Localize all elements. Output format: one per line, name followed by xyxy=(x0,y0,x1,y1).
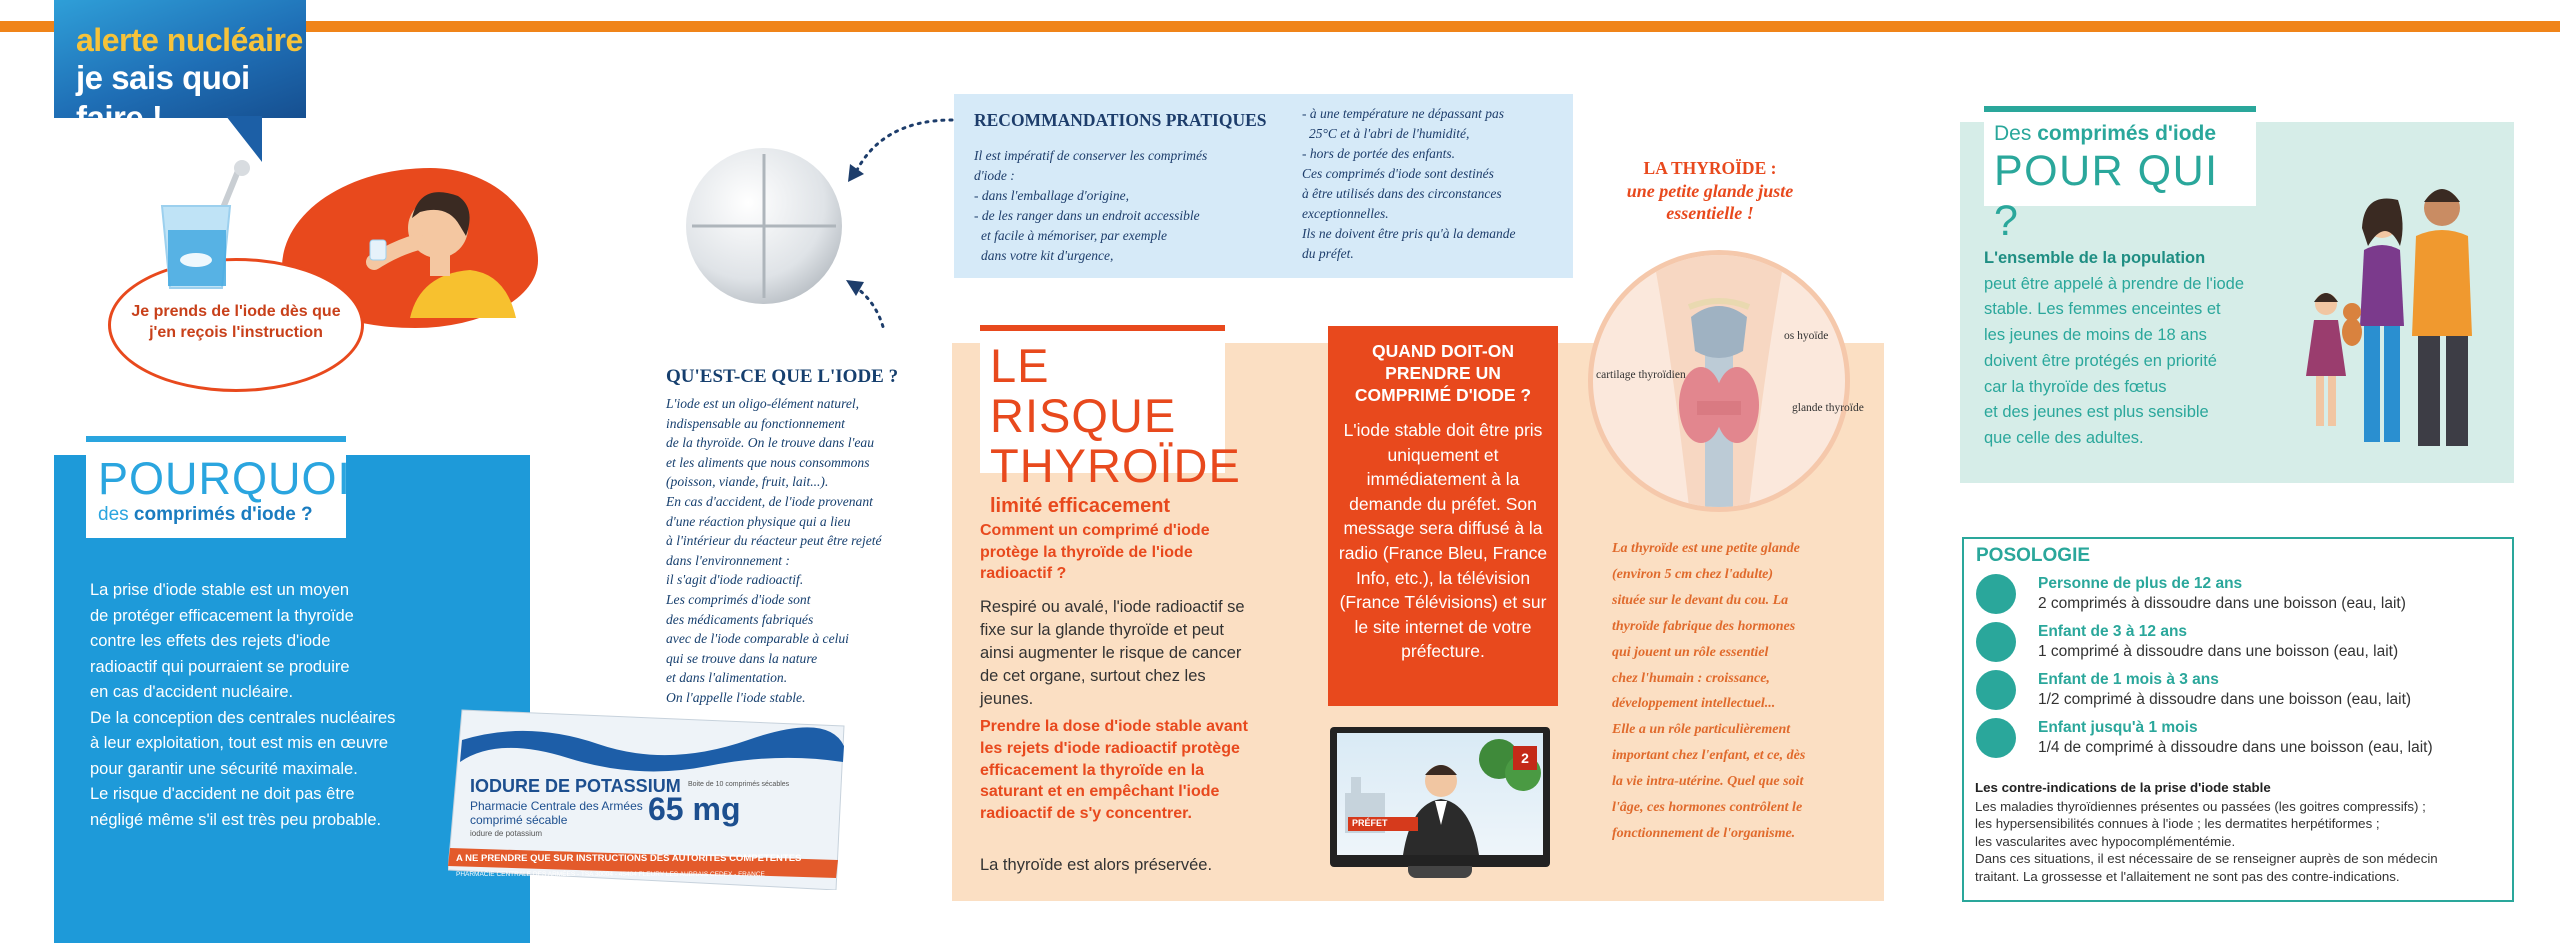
posologie-item-baby-text xyxy=(2038,719,2433,757)
box-sub: iodure de potassium xyxy=(470,829,543,838)
qci-title: QU'EST-CE QUE L'IODE ? xyxy=(666,366,899,387)
reco-line: - hors de portée des enfants. xyxy=(1302,146,1455,161)
qci-line: de la thyroïde. On le trouve dans l'eau xyxy=(666,435,875,451)
qci-line: qui se trouve dans la nature xyxy=(666,650,818,666)
reco-line: - à une température ne dépassant pas xyxy=(1302,106,1504,121)
thyroide-line: thyroïde fabrique des hormones xyxy=(1612,618,1796,634)
posologie-dose: 1/2 comprimé à dissoudre dans une boisson (eau, lait) xyxy=(2038,691,2412,708)
pourqui-line: et des jeunes est plus sensible xyxy=(1984,403,2209,422)
thyroide-line: située sur le devant du cou. La xyxy=(1612,592,1789,608)
qci-line: avec de l'iode comparable à celui xyxy=(666,631,849,647)
child-icon xyxy=(1976,622,2016,662)
reco-line: - de les ranger dans un endroit accessible xyxy=(974,208,1200,223)
posologie-item-child xyxy=(1976,622,2016,662)
thyroide-label-glande: glande thyroïde xyxy=(1792,402,1864,414)
pourquoi-subtitle-prefix: des xyxy=(98,504,134,525)
pourqui-subtitle-bold: comprimés d'iode xyxy=(2037,122,2217,145)
toddler-icon xyxy=(1976,670,2016,710)
pourqui-lead: L'ensemble de la population xyxy=(1984,249,2206,267)
quand-box xyxy=(1328,326,1558,706)
pourqui-title: POUR QUI ? xyxy=(1994,147,2219,245)
ci-line: traitant. La grossesse et l'allaitement ne sont pas des contre-indications. xyxy=(1975,868,2400,884)
man-drinking-illustration xyxy=(320,178,520,328)
medicine-box-illustration xyxy=(448,700,848,890)
thyroide-line: développement intellectuel... xyxy=(1612,696,1776,712)
thyroide-line: qui jouent un rôle essentiel xyxy=(1612,644,1769,660)
qci-line: et les aliments que nous consommons xyxy=(666,454,870,470)
qci-line: et dans l'alimentation. xyxy=(666,670,788,686)
logo-banner xyxy=(54,0,306,136)
box-dose: 65 mg xyxy=(648,791,741,827)
qci-line: des médicaments fabriqués xyxy=(666,611,814,627)
posologie-dose: 1/4 de comprimé à dissoudre dans une boisson (eau, lait) xyxy=(2038,739,2433,756)
qci-text xyxy=(666,394,936,708)
pourquoi-text xyxy=(90,578,430,833)
posologie-item-adult-text xyxy=(2038,575,2406,613)
posologie-title: POSOLOGIE xyxy=(1976,545,2091,566)
pourqui-subtitle-prefix: Des xyxy=(1994,122,2038,145)
ci-line: Dans ces situations, il est nécessaire de se renseigner auprès de son médecin xyxy=(1975,851,2438,867)
reco-line: exceptionnelles. xyxy=(1302,206,1389,221)
thyroide-line: l'âge, ces hormones contrôlent le xyxy=(1612,800,1803,816)
risque-subtitle: limité efficacement xyxy=(990,495,1171,517)
qci-line: d'une réaction physique qui a lieu xyxy=(666,513,851,529)
qci-line: Les comprimés d'iode sont xyxy=(666,591,811,607)
reco-line: Ces comprimés d'iode sont destinés xyxy=(1302,166,1494,181)
thyroide-line: la vie intra-utérine. Quel que soit xyxy=(1612,774,1804,790)
tv-banner: PRÉFET xyxy=(1348,817,1418,831)
thyroide-label-cartilage xyxy=(1596,368,1686,382)
logo-tail xyxy=(226,116,262,162)
pourquoi-line: pour garantir une sécurité maximale. xyxy=(90,759,358,778)
ci-line: les vascularites avec hypocomplémentémie. xyxy=(1975,833,2236,849)
thyroide-label-os: os hyoïde xyxy=(1784,330,1829,342)
reco-line: du préfet. xyxy=(1302,246,1354,261)
reco-line: Ils ne doivent être pris qu'à la demande xyxy=(1302,226,1516,241)
risque-question: Comment un comprimé d'iode protège la thyroïde de l'iode radioactif ? xyxy=(980,522,1210,582)
thyroide-title: LA THYROÏDE : xyxy=(1643,158,1777,178)
baby-icon xyxy=(1976,718,2016,758)
pourqui-text xyxy=(1984,246,2284,452)
reco-line: Il est impératif de conserver les comprimés xyxy=(974,148,1208,163)
risque-paragraph-2: Prendre la dose d'iode stable avant les rejets d'iode radioactif protège efficacement la thyroïde en la saturant et en empêchant l'iode radioactif de s'y concentrer. xyxy=(980,718,1248,823)
pourqui-line: doivent être protégés en priorité xyxy=(1984,351,2217,370)
quand-title: QUAND DOIT-ON PRENDRE UN COMPRIMÉ D'IODE ? xyxy=(1354,341,1532,405)
qci-line: On l'appelle l'iode stable. xyxy=(666,689,806,705)
thyroide-line: important chez l'enfant, et ce, dès xyxy=(1612,748,1806,764)
top-accent-bar xyxy=(0,21,2560,32)
qci-line: dans l'environnement : xyxy=(666,552,790,568)
risque-title-1: LE RISQUE xyxy=(990,339,1177,442)
posologie-item-toddler-text xyxy=(2038,671,2411,709)
qci-line: (poisson, viande, fruit, lait...). xyxy=(666,474,829,490)
pourqui-line: les jeunes de moins de 18 ans xyxy=(1984,326,2207,345)
ci-line: les hypersensibilités connues à l'iode ; les dermatites herpétiformes ; xyxy=(1975,816,2380,832)
reco-line: et facile à mémoriser, par exemple xyxy=(981,228,1167,243)
thyroide-line: chez l'humain : croissance, xyxy=(1612,670,1770,686)
dotted-arrows xyxy=(840,90,960,330)
recommandations-col1 xyxy=(974,146,1242,266)
box-product: IODURE DE POTASSIUM xyxy=(470,776,681,796)
risque-heading-card xyxy=(980,325,1241,517)
ci-line: Les maladies thyroïdiennes présentes ou passées (les goitres compressifs) ; xyxy=(1975,799,2426,814)
pourqui-subtitle xyxy=(1994,122,2256,146)
iodine-tablet-icon xyxy=(682,144,846,308)
pourquoi-line: négligé même s'il est très peu probable. xyxy=(90,810,382,829)
tv-stand xyxy=(1408,866,1472,878)
pourquoi-title: POURQUOI xyxy=(98,453,352,504)
posologie-item-child-text xyxy=(2038,623,2398,661)
pourquoi-line: contre les effets des rejets d'iode xyxy=(90,632,331,650)
adult-icon xyxy=(1976,574,2016,614)
logo-line-2: je sais quoi faire ! xyxy=(76,59,250,136)
pourquoi-subtitle-bold: comprimés d'iode ? xyxy=(133,504,313,525)
pourquoi-heading-card xyxy=(86,436,352,538)
recommandations-title: RECOMMANDATIONS PRATIQUES xyxy=(974,110,1267,130)
thyroide-line: La thyroïde est une petite glande xyxy=(1612,541,1800,556)
pourquoi-line: radioactif qui pourraient se produire xyxy=(90,657,350,676)
pourquoi-line: à leur exploitation, tout est mis en œuvre xyxy=(90,734,389,752)
pourquoi-subtitle xyxy=(98,504,346,526)
pourqui-line: peut être appelé à prendre de l'iode xyxy=(1984,274,2245,293)
family-illustration xyxy=(2290,176,2490,456)
thyroide-text xyxy=(1612,536,1868,847)
pourquoi-line: La prise d'iode stable est un moyen xyxy=(90,581,350,599)
posologie-head: Enfant de 3 à 12 ans xyxy=(2038,623,2188,640)
posologie-dose: 1 comprimé à dissoudre dans une boisson (eau, lait) xyxy=(2038,643,2399,660)
risque-paragraph-1: Respiré ou avalé, l'iode radioactif se fixe sur la glande thyroïde et peut ainsi augmenter le risque de cancer de cet organe, surtout chez les jeunes. xyxy=(980,598,1245,708)
posologie-item-toddler xyxy=(1976,670,2016,710)
logo-line-1: alerte nucléaire xyxy=(76,22,303,58)
box-form: comprimé sécable xyxy=(470,813,568,827)
pourquoi-line: en cas d'accident nucléaire. xyxy=(90,683,294,701)
reco-line: 25°C et à l'abri de l'humidité, xyxy=(1309,126,1470,141)
posologie-head: Personne de plus de 12 ans xyxy=(2038,575,2243,592)
contre-indications-title: Les contre-indications de la prise d'iode stable xyxy=(1975,780,2271,795)
thyroide-subtitle: une petite glande juste essentielle ! xyxy=(1626,181,1794,223)
pourqui-line: que celle des adultes. xyxy=(1984,428,2144,447)
pourqui-line: car la thyroïde des fœtus xyxy=(1984,377,2167,396)
qci-line: En cas d'accident, de l'iode provenant xyxy=(666,493,873,509)
thyroide-line: fonctionnement de l'organisme. xyxy=(1612,825,1796,841)
reco-line: dans votre kit d'urgence, xyxy=(981,248,1114,263)
box-pharmacy: Pharmacie Centrale des Armées xyxy=(470,799,643,813)
reco-line: d'iode : xyxy=(974,168,1015,183)
qci-line: indispensable au fonctionnement xyxy=(666,415,845,431)
glass-icon xyxy=(150,160,260,290)
reco-line: à être utilisés dans des circonstances xyxy=(1302,186,1502,201)
box-count: Boite de 10 comprimés sécables xyxy=(688,781,790,788)
risque-paragraph-3: La thyroïde est alors préservée. xyxy=(980,856,1213,874)
posologie-head: Enfant de 1 mois à 3 ans xyxy=(2038,671,2219,688)
risque-title-2: THYROÏDE xyxy=(990,439,1241,492)
quand-text: L'iode stable doit être pris uniquement et immédiatement à la demande du préfet. Son message sera diffusé à la radio (France Bleu, France Info, etc.), la télévision (France Télévisions) et sur le site internet de votre préfecture. xyxy=(1338,420,1548,662)
reco-line: - dans l'emballage d'origine, xyxy=(974,188,1130,203)
posologie-item-adult xyxy=(1976,574,2016,614)
box-warning: A NE PRENDRE QUE SUR INSTRUCTIONS DES AUTORITES COMPETENTES xyxy=(456,853,802,864)
posologie-head: Enfant jusqu'à 1 mois xyxy=(2038,719,2198,736)
tv-channel-badge: 2 xyxy=(1513,746,1537,770)
pourquoi-line: De la conception des centrales nucléaires xyxy=(90,708,396,727)
posologie-dose: 2 comprimés à dissoudre dans une boisson (eau, lait) xyxy=(2038,595,2406,612)
posologie-item-baby xyxy=(1976,718,2016,758)
pourqui-line: stable. Les femmes enceintes et xyxy=(1984,300,2221,319)
instruction-text: Je prends de l'iode dès que j'en reçois l'instruction xyxy=(131,303,341,341)
pourquoi-line: Le risque d'accident ne doit pas être xyxy=(90,785,355,803)
qci-line: il s'agit d'iode radioactif. xyxy=(666,572,804,588)
recommandations-col2 xyxy=(1302,104,1560,264)
thyroide-line: (environ 5 cm chez l'adulte) xyxy=(1612,566,1773,582)
qci-line: L'iode est un oligo-élément naturel, xyxy=(666,396,860,411)
thyroide-line: Elle a un rôle particulièrement xyxy=(1612,722,1791,738)
qci-line: à l'intérieur du réacteur peut être rejeté xyxy=(666,533,882,549)
box-address: PHARMACIE CENTRALE DES ARMÉES - TSA 30004 - 45404 FLEURY LES AUBRAIS CEDEX - FRANCE xyxy=(456,871,765,878)
label-text: cartilage thyroïdien xyxy=(1596,369,1686,381)
pourquoi-line: de protéger efficacement la thyroïde xyxy=(90,606,354,625)
contre-indications-text xyxy=(1975,798,2505,885)
pourqui-heading-card xyxy=(1984,106,2256,245)
